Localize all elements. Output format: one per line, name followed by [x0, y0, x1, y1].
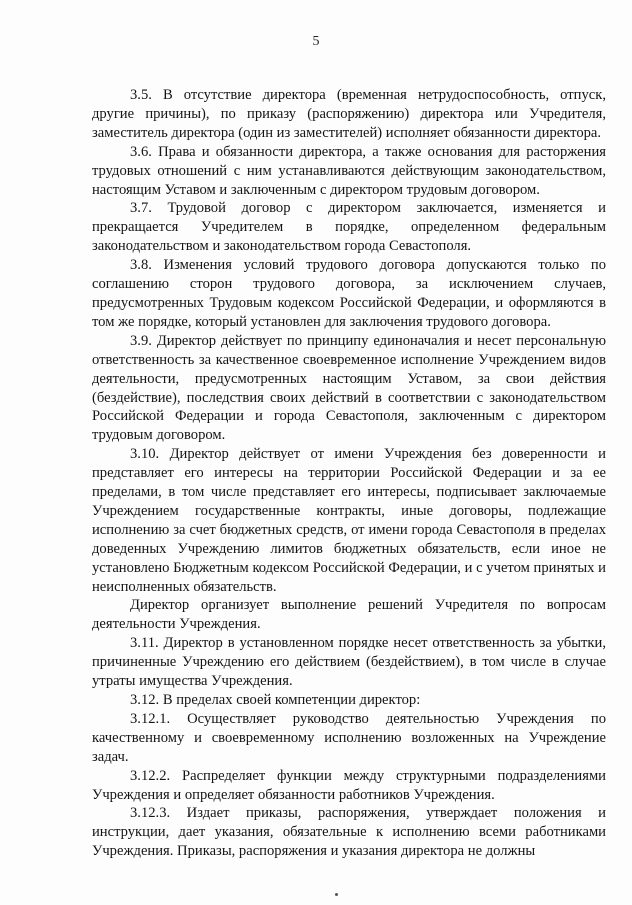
paragraph-3-8: 3.8. Изменения условий трудового договора допускаются только по соглашению сторон трудового договора, за исключением случаев, предусмотренных Трудовым кодексом Российской Федерации, и оформляются в том же порядке, который установлен для заключения трудового договора. [92, 257, 606, 330]
paragraph-3-7: 3.7. Трудовой договор с директором заключается, изменяется и прекращается Учредителем в порядке, определенном федеральным законодательством и законодательством города Севастополя. [92, 200, 606, 255]
paragraph-3-12-3: 3.12.3. Издает приказы, распоряжения, утверждает положения и инструкции, дает указания, обязательные к исполнению всеми работниками Учреждения. Приказы, распоряжения и указания директора не должны [92, 805, 606, 860]
paragraph-3-6: 3.6. Права и обязанности директора, а также основания для расторжения трудовых отношений с ним устанавливаются действующим законодательством, настоящим Уставом и заключенным с директором трудовым договором. [92, 143, 606, 198]
paragraph-3-5: 3.5. В отсутствие директора (временная нетрудоспособность, отпуск, другие причины), по приказу (распоряжению) директора или Учредителя, заместитель директора (один из заместителей) исполняет обязанности директора. [92, 87, 606, 141]
paragraph-3-12-2: 3.12.2. Распределяет функции между структурными подразделениями Учреждения и определяет обязанности работников Учреждения. [92, 767, 606, 803]
document-body [92, 86, 606, 861]
paragraph-3-9: 3.9. Директор действует по принципу единоначалия и несет персональную ответственность за качественное своевременное исполнение Учреждением видов деятельности, предусмотренных настоящим Уставом, за свои действия (бездействие), последствия своих действий в соответствии с законодательством Российской Федерации и города Севастополя, заключенным с директором трудовым договором. [92, 332, 606, 444]
paragraph-director-organizes: Директор организует выполнение решений Учредителя по вопросам деятельности Учреждения. [92, 597, 606, 633]
paragraph-3-12: 3.12. В пределах своей компетенции директор: [130, 692, 421, 708]
paragraph-3-10: 3.10. Директор действует от имени Учреждения без доверенности и представляет его интересы на территории Российской Федерации и за ее пределами, в том числе представляет его интересы, подписывает заключаемые Учреждением государственные контракты, иные договоры, подлежащие исполнению за счет бюджетных средств, от имени города Севастополя в пределах доведенных Учреждению лимитов бюджетных обязательств, если иное не установлено Бюджетным кодексом Российской Федерации, и с учетом принятых и неисполненных обязательств. [92, 446, 606, 595]
scan-speck [335, 893, 338, 896]
paragraph-3-11: 3.11. Директор в установленном порядке несет ответственность за убытки, причиненные Учреждению его действием (бездействием), в том числе в случае утраты имущества Учреждения. [92, 635, 606, 690]
paragraph-3-12-1: 3.12.1. Осуществляет руководство деятельностью Учреждения по качественному и своевременному исполнению возложенных на Учреждение задач. [92, 710, 606, 765]
page-number: 5 [312, 34, 320, 49]
